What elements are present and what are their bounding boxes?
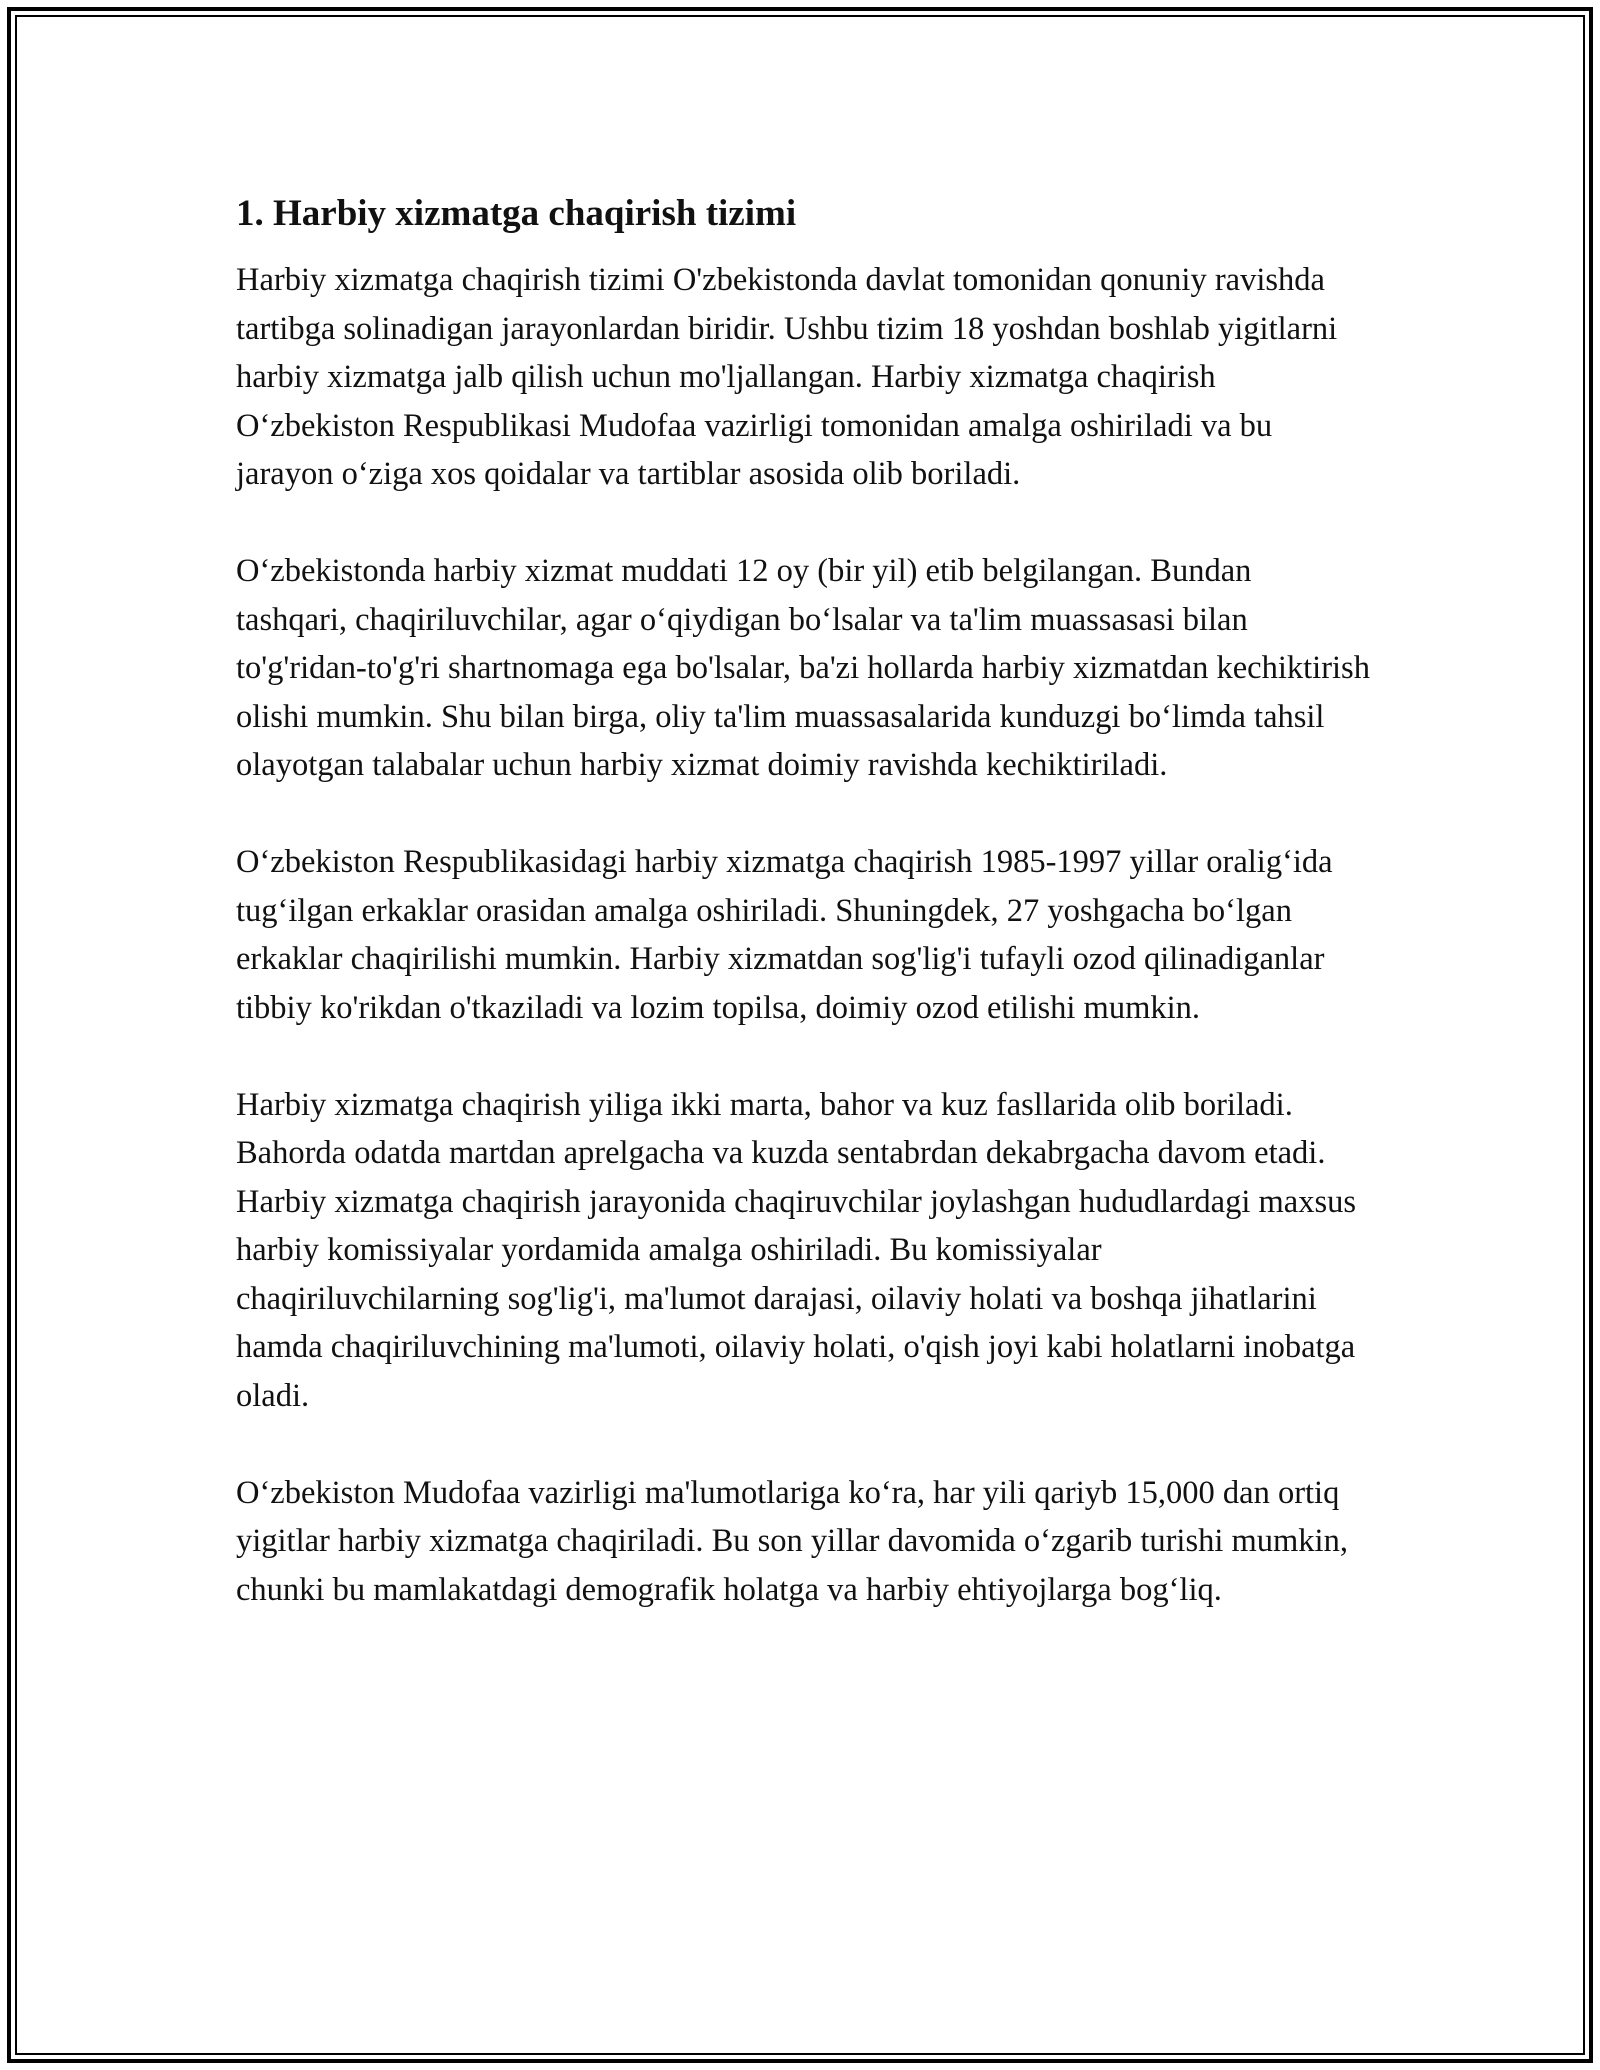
section-heading: 1. Harbiy xizmatga chaqirish tizimi [236, 193, 797, 234]
paragraph-4: Harbiy xizmatga chaqirish yiliga ikki marta, bahor va kuz fasllarida olib boriladi. Bahorda odatda martdan aprelgacha va kuzda sentabrdan dekabrgacha davom etadi. Harbiy xizmatga chaqirish jarayonida chaqiruvchilar joylashgan hududlardagi maxsus harbiy komissiyalar yordamida amalga oshiriladi. Bu komissiyalar chaqiriluvchilarning sog'lig'i, ma'lumot darajasi, oilaviy holati va boshqa jihatlarini hamda chaqiriluvchining ma'lumoti, oilaviy holati, o'qish joyi kabi holatlarni inobatga oladi. [236, 1086, 1356, 1414]
paragraph-3: O‘zbekiston Respublikasidagi harbiy xizmatga chaqirish 1985-1997 yillar oralig‘ida tug‘ilgan erkaklar orasidan amalga oshiriladi. Shuningdek, 27 yoshgacha bo‘lgan erkaklar chaqirilishi mumkin. Harbiy xizmatdan sog'lig'i tufayli ozod qilinadiganlar tibbiy ko'rikdan o'tkaziladi va lozim topilsa, doimiy ozod etilishi mumkin. [236, 844, 1333, 1026]
paragraph-2: O‘zbekistonda harbiy xizmat muddati 12 oy (bir yil) etib belgilangan. Bundan tashqari, chaqiriluvchilar, agar o‘qiydigan bo‘lsalar va ta'lim muassasasi bilan to'g'ridan-to'g'ri shartnomaga ega bo'lsalar, ba'zi hollarda harbiy xizmatdan kechiktirish olishi mumkin. Shu bilan birga, oliy ta'lim muassasalarida kunduzgi bo‘limda tahsil olayotgan talabalar uchun harbiy xizmat doimiy ravishda kechiktiriladi. [236, 553, 1370, 783]
paragraph-5: O‘zbekiston Mudofaa vazirligi ma'lumotlariga ko‘ra, har yili qariyb 15,000 dan ortiq yigitlar harbiy xizmatga chaqiriladi. Bu son yillar davomida o‘zgarib turishi mumkin, chunki bu mamlakatdagi demografik holatga va harbiy ehtiyojlarga bog‘liq. [236, 1474, 1348, 1608]
paragraph-1: Harbiy xizmatga chaqirish tizimi O'zbekistonda davlat tomonidan qonuniy ravishda tartibga solinadigan jarayonlardan biridir. Ushbu tizim 18 yoshdan boshlab yigitlarni harbiy xizmatga jalb qilish uchun mo'ljallangan. Harbiy xizmatga chaqirish O‘zbekiston Respublikasi Mudofaa vazirligi tomonidan amalga oshiriladi va bu jarayon o‘ziga xos qoidalar va tartiblar asosida olib boriladi. [236, 262, 1338, 492]
document-body [236, 188, 1370, 1663]
